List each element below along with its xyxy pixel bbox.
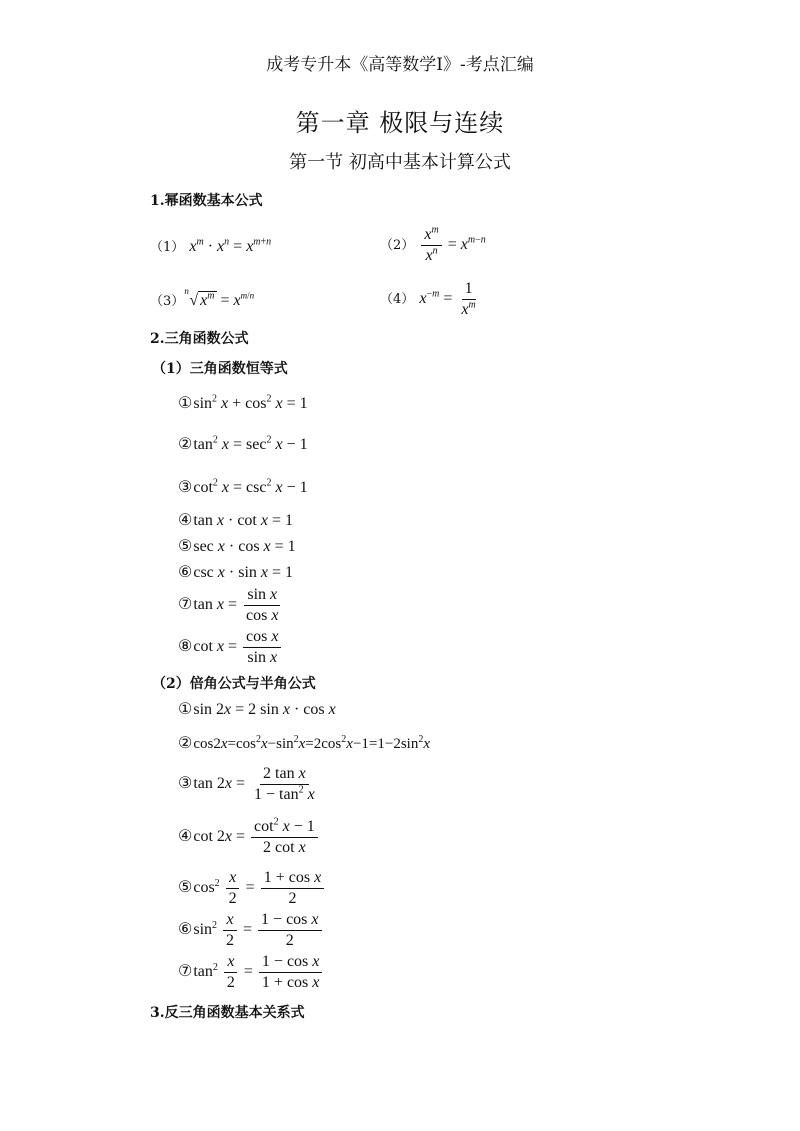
marker: ③ <box>178 775 193 793</box>
power-formula-3: （3） n √ $x^m = x^{m/n}$ <box>150 286 255 309</box>
identity-2: $②\tan^2$ $x = \sec^2 x - 1$ <box>178 434 308 453</box>
half-1: $⑤\cos^2$ $\frac{x}{2}$ = $\frac{\text{1 + cos x}}{2}$ <box>178 869 326 908</box>
identity-1: $①\sin^2$ $x + \cos^2 x = 1$ <box>178 393 308 412</box>
marker: ⑦ <box>178 963 193 981</box>
marker: ① <box>178 701 193 718</box>
formula-label: （3） <box>150 294 185 309</box>
marker: ② <box>178 735 193 752</box>
identity-6: ⑥csc x · sin x = 1 <box>178 564 294 581</box>
marker: ④ <box>178 512 193 529</box>
marker: ⑧ <box>178 638 193 656</box>
formula-label: （1） <box>150 240 185 255</box>
identity-5: ⑤sec x · cos x = 1 <box>178 538 296 555</box>
half-2: $⑥\sin^2$ $\frac{x}{2}$ = $\frac{\text{1 − cos x}}{2}$ <box>178 911 324 950</box>
formula-label: （4） <box>380 292 415 308</box>
power-heading: 1.幂函数基本公式 <box>150 193 263 209</box>
double-4: ④cot 2x = $\frac{\cot^2 x - 1}{\text{2 cot x}}$ <box>178 818 320 857</box>
double-angle-heading: （2）倍角公式与半角公式 <box>152 676 316 692</box>
identity-4: ④tan x · cot x = 1 <box>178 512 294 529</box>
chapter-title: 第一章 极限与连续 <box>295 109 505 137</box>
marker: ⑥ <box>178 921 193 939</box>
marker: ⑥ <box>178 564 193 581</box>
inverse-trig-heading: 3.反三角函数基本关系式 <box>150 1005 305 1021</box>
identity-3: $③\cot^2$ $x = \csc^2 x - 1$ <box>178 477 308 496</box>
marker: ③ <box>178 479 193 496</box>
marker: ② <box>178 436 193 453</box>
power-formula-1: （1） $x^m \cdot x^n = x^{m+n}$ <box>150 236 272 255</box>
marker: ④ <box>178 828 193 846</box>
power-formula-4: （4） $x^{-m}$ = $\frac{1}{x^m}$ <box>380 280 476 318</box>
trig-heading: 2.三角函数公式 <box>150 331 249 347</box>
marker: ⑦ <box>178 596 193 614</box>
marker: ⑤ <box>178 879 193 897</box>
identity-8: ⑧cot x = $\frac{\text{cos x}}{\text{sin x}}$ <box>178 628 283 667</box>
section-title: 第一节 初高中基本计算公式 <box>289 152 511 173</box>
double-3: ③tan 2x = $\frac{\text{2 tan x}}{1 - \tan^2 x}$ <box>178 765 315 803</box>
double-1: ①sin 2x = 2 sin x · cos x <box>178 701 336 718</box>
power-formula-2: （2） $\frac{x^m}{x^n}$ = $x^{m-n}$ <box>380 224 486 264</box>
marker: ① <box>178 395 193 412</box>
identity-7: ⑦tan x = $\frac{\text{sin x}}{\text{cos x}}$ <box>178 586 279 624</box>
half-3: $⑦\tan^2$ $\frac{x}{2}$ = $\frac{\text{1 − cos x}}{\text{1 + cos x}}$ <box>178 953 324 992</box>
double-2: $②\cos 2x=\cos^2x-\sin^2x=2\cos^2x-1=1-2\sin^2x$ <box>178 734 430 752</box>
marker: ⑤ <box>178 538 193 555</box>
page-header: 成考专升本《高等数学Ⅰ》-考点汇编 <box>266 55 534 75</box>
formula-label: （2） <box>380 238 415 254</box>
identities-heading: （1）三角函数恒等式 <box>152 361 288 377</box>
